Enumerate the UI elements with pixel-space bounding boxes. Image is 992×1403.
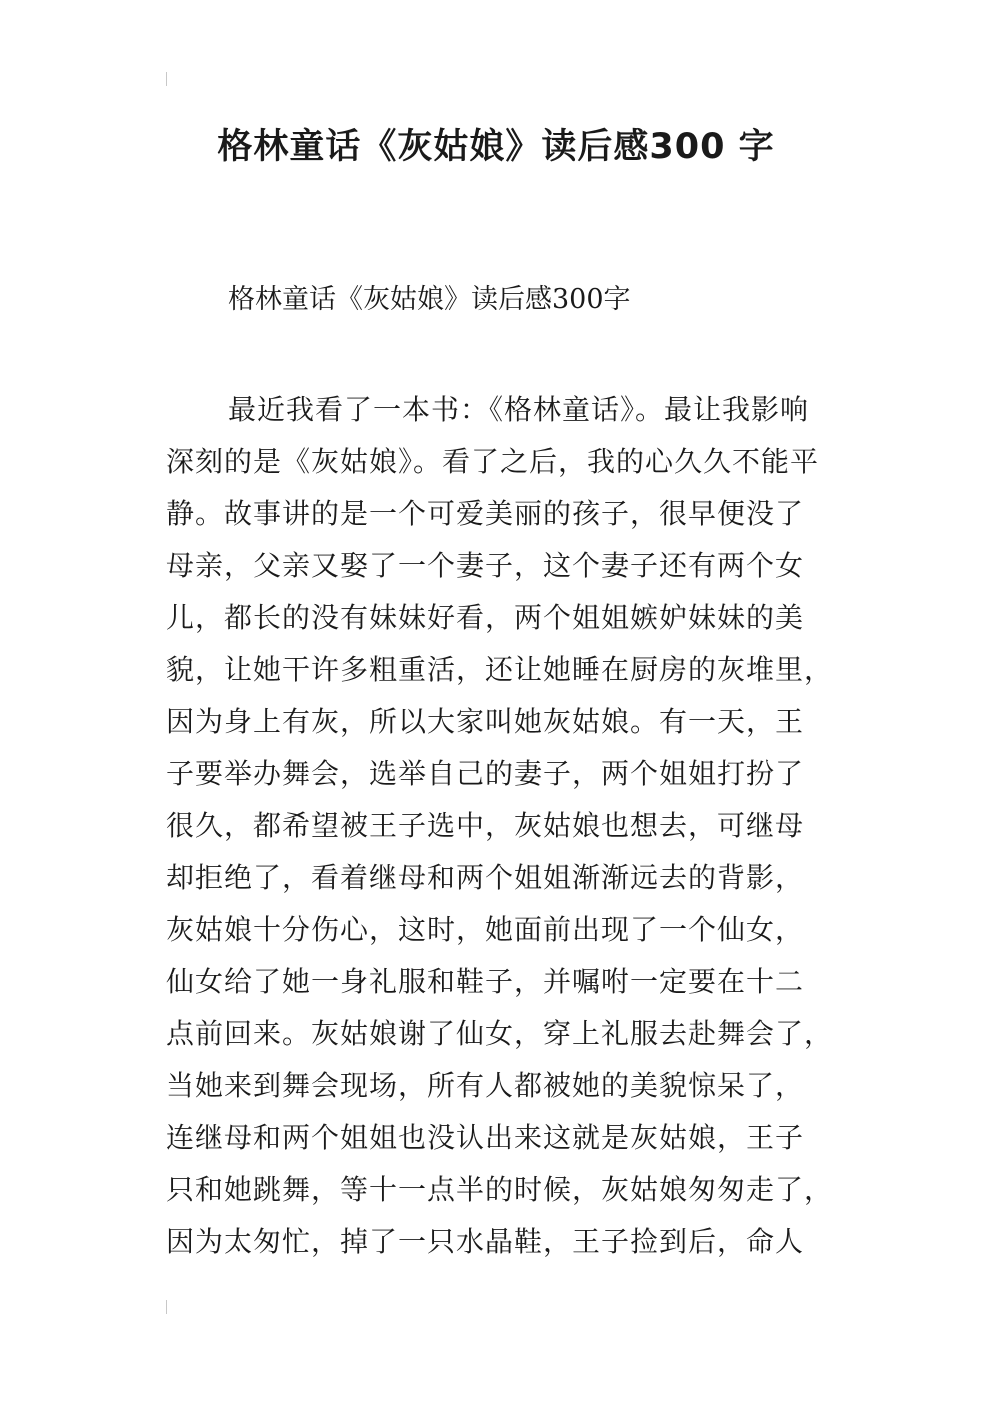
body-line: 因为太匆忙，掉了一只水晶鞋，王子捡到后，命人	[166, 1225, 805, 1258]
body-line: 因为身上有灰，所以大家叫她灰姑娘。有一天，王	[166, 705, 805, 738]
body-line: 只和她跳舞，等十一点半的时候，灰姑娘匆匆走了，	[166, 1173, 834, 1206]
body-line: 仙女给了她一身礼服和鞋子，并嘱咐一定要在十二	[166, 965, 805, 998]
body-line: 却拒绝了，看着继母和两个姐姐渐渐远去的背影，	[166, 861, 805, 894]
body-line: 点前回来。灰姑娘谢了仙女，穿上礼服去赴舞会了，	[166, 1017, 834, 1050]
body-line: 连继母和两个姐姐也没认出来这就是灰姑娘，王子	[166, 1121, 805, 1154]
body-line: 当她来到舞会现场，所有人都被她的美貌惊呆了，	[166, 1069, 805, 1102]
body-line: 很久，都希望被王子选中，灰姑娘也想去，可继母	[166, 809, 805, 842]
body-line: 灰姑娘十分伤心，这时，她面前出现了一个仙女，	[166, 913, 805, 946]
body-line: 最近我看了一本书：《格林童话》。最让我影响	[228, 393, 810, 426]
body-line: 母亲，父亲又娶了一个妻子，这个妻子还有两个女	[166, 549, 805, 582]
crop-mark-top	[166, 72, 167, 86]
body-line: 儿，都长的没有妹妹好看，两个姐姐嫉妒妹妹的美	[166, 601, 805, 634]
body-line: 深刻的是《灰姑娘》。看了之后，我的心久久不能平	[166, 445, 820, 478]
crop-mark-bottom	[166, 1300, 167, 1314]
document-title: 格林童话《灰姑娘》读后感300 字	[217, 127, 775, 167]
document-subtitle: 格林童话《灰姑娘》读后感300字	[228, 284, 631, 315]
body-line: 静。故事讲的是一个可爱美丽的孩子，很早便没了	[166, 497, 805, 530]
document-body	[166, 384, 846, 1268]
body-line: 貌，让她干许多粗重活，还让她睡在厨房的灰堆里，	[166, 653, 834, 686]
body-line: 子要举办舞会，选举自己的妻子，两个姐姐打扮了	[166, 757, 805, 790]
